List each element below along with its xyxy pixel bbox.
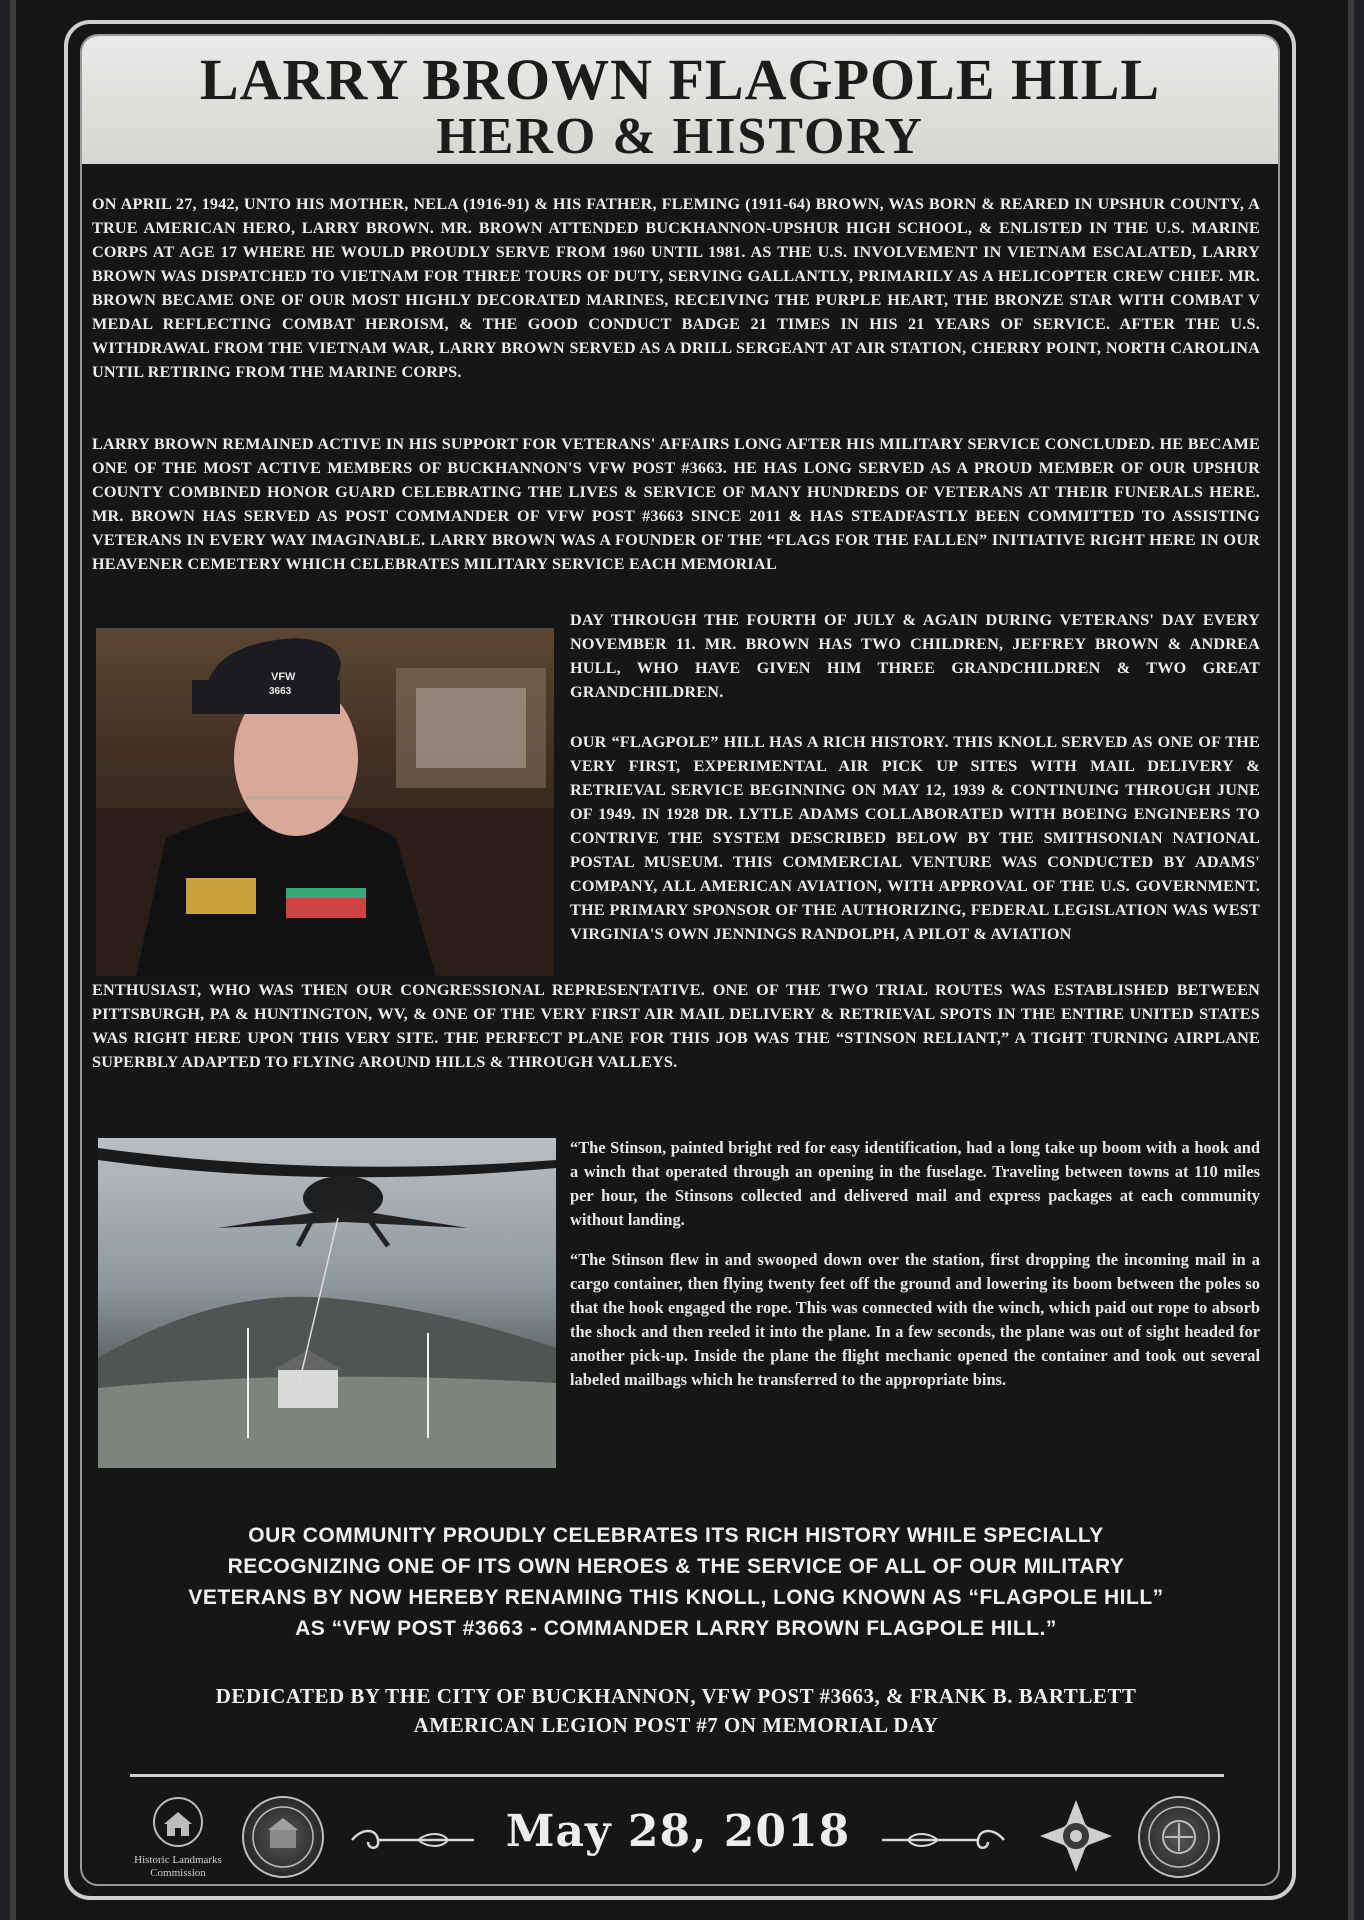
renaming-line-1: OUR COMMUNITY PROUDLY CELEBRATES ITS RICH HISTORY WHILE SPECIALLY — [248, 1524, 1104, 1547]
us-marine-corps-seal-icon — [1138, 1796, 1220, 1878]
stinson-airplane-photo — [98, 1138, 556, 1468]
historic-landmarks-commission-label — [130, 1854, 226, 1880]
hlc-label-line-2: Commission — [150, 1867, 206, 1879]
paragraph-veterans-affairs: LARRY BROWN REMAINED ACTIVE IN HIS SUPPORT FOR VETERANS' AFFAIRS LONG AFTER HIS MILITARY SERVICE CONCLUDED. HE BECAME ONE OF THE MOST ACTIVE MEMBERS OF BUCKHANNON'S VFW POST #3663. HE HAS LONG SERVED AS A PROUD MEMBER OF OUR UPSHUR COUNTY COMBINED HONOR GUARD CELEBRATING THE LIVES & SERVICE OF MANY HUNDREDS OF VETERANS AT THEIR FUNERALS HERE. MR. BROWN HAS SERVED AS POST COMMANDER OF VFW POST #3663 SINCE 2011 & HAS STEADFASTLY BEEN COMMITTED TO ASSISTING VETERANS IN EVERY WAY IMAGINABLE. LARRY BROWN WAS A FOUNDER OF THE “FLAGS FOR THE FALLEN” INITIATIVE RIGHT HERE IN OUR HEAVENER CEMETERY WHICH CELEBRATES MILITARY SERVICE EACH MEMORIAL — [92, 435, 1260, 573]
vfw-emblem-icon — [1036, 1796, 1116, 1876]
cap-post-number-text: 3663 — [269, 686, 292, 697]
dedication-line-2: AMERICAN LEGION POST #7 ON MEMORIAL DAY — [413, 1713, 939, 1737]
airplane-illustration — [98, 1138, 556, 1468]
smithsonian-quotes — [570, 1136, 1260, 1408]
hlc-label-line-1: Historic Landmarks — [134, 1854, 222, 1866]
footer-divider — [130, 1774, 1224, 1777]
city-of-buckhannon-seal-icon — [242, 1796, 324, 1878]
scroll-ornament-right-icon — [878, 1828, 1008, 1852]
quote-stinson-pickup: “The Stinson flew in and swooped down over the station, first dropping the incoming mail in a cargo container, then flying twenty feet off the ground and lowering its boom between the poles so that the hook engaged the rope. This was connected with the winch, which paid out rope to absorb the shock and then reeled it into the plane. In a few seconds, the plane was out of sight headed for another pick-up. Inside the plane the flight mechanic opened the container and took out several labeled mailbags which he transferred to the appropriate bins. — [570, 1250, 1260, 1389]
renaming-line-2: RECOGNIZING ONE OF ITS OWN HEROES & THE SERVICE OF ALL OF OUR MILITARY — [227, 1555, 1125, 1578]
cap-vfw-text: VFW — [271, 671, 296, 683]
historic-landmarks-commission-logo-icon — [150, 1796, 206, 1848]
renaming-statement — [92, 1520, 1260, 1644]
dedication-date: May 28, 2018 — [505, 1806, 851, 1857]
paragraph-flagpole-history-continued: ENTHUSIAST, WHO WAS THEN OUR CONGRESSIONAL REPRESENTATIVE. ONE OF THE TWO TRIAL ROUTES WAS ESTABLISHED BETWEEN PITTSBURGH, PA & HUNTINGTON, WV, & ONE OF THE VERY FIRST AIR MAIL DELIVERY & RETRIEVAL SPOTS IN THE ENTIRE UNITED STATES WAS RIGHT HERE UPON THIS VERY SITE. THE PERFECT PLANE FOR THIS JOB WAS THE “STINSON RELIANT,” A TIGHT TURNING AIRPLANE SUPERBLY ADAPTED TO FLYING AROUND HILLS & THROUGH VALLEYS. — [92, 981, 1260, 1071]
paragraph-biography: ON APRIL 27, 1942, UNTO HIS MOTHER, NELA (1916-91) & HIS FATHER, FLEMING (1911-64) BROWN, WAS BORN & REARED IN UPSHUR COUNTY, A TRUE AMERICAN HERO, LARRY BROWN. MR. BROWN ATTENDED BUCKHANNON-UPSHUR HIGH SCHOOL, & ENLISTED IN THE U.S. MARINE CORPS AT AGE 17 WHERE HE WOULD PROUDLY SERVE FROM 1960 UNTIL 1981. AS THE U.S. INVOLVEMENT IN VIETNAM ESCALATED, LARRY BROWN WAS DISPATCHED TO VIETNAM FOR THREE TOURS OF DUTY, SERVING GALLANTLY, PRIMARILY AS A HELICOPTER CREW CHIEF. MR. BROWN BECAME ONE OF OUR MOST HIGHLY DECORATED MARINES, RECEIVING THE PURPLE HEART, THE BRONZE STAR WITH COMBAT V MEDAL REFLECTING COMBAT HEROISM, & THE GOOD CONDUCT BADGE 21 TIMES IN HIS 21 YEARS OF SERVICE. AFTER THE U.S. WITHDRAWAL FROM THE VIETNAM WAR, LARRY BROWN SERVED AS A DRILL SERGEANT AT AIR STATION, CHERRY POINT, NORTH CAROLINA UNTIL RETIRING FROM THE MARINE CORPS. — [92, 195, 1260, 381]
dedication-statement — [92, 1682, 1260, 1740]
renaming-line-3: VETERANS BY NOW HEREBY RENAMING THIS KNOLL, LONG KNOWN AS “FLAGPOLE HILL” — [188, 1586, 1164, 1609]
dedication-line-1: DEDICATED BY THE CITY OF BUCKHANNON, VFW POST #3663, & FRANK B. BARTLETT — [215, 1684, 1137, 1708]
renaming-line-4: AS “VFW POST #3663 - COMMANDER LARRY BROWN FLAGPOLE HILL.” — [295, 1617, 1057, 1640]
quote-stinson-description: “The Stinson, painted bright red for easy identification, had a long take up boom with a hook and a winch that operated through an opening in the fuselage. Traveling between towns at 110 miles per hour, the Stinsons collected and delivered mail and express packages at each community without landing. — [570, 1138, 1260, 1229]
footer — [130, 1790, 1224, 1886]
larry-brown-portrait-photo — [96, 628, 554, 976]
portrait-illustration — [96, 628, 554, 976]
paragraph-flagpole-history: OUR “FLAGPOLE” HILL HAS A RICH HISTORY. THIS KNOLL SERVED AS ONE OF THE VERY FIRST, EXPERIMENTAL AIR PICK UP SITES WITH MAIL DELIVERY & RETRIEVAL SERVICE BEGINNING ON MAY 12, 1939 & CONTINUING THROUGH JUNE OF 1949. IN 1928 DR. LYTLE ADAMS COLLABORATED WITH BOEING ENGINEERS TO CONTRIVE THE SYSTEM DESCRIBED BELOW BY THE SMITHSONIAN NATIONAL POSTAL MUSEUM. THIS COMMERCIAL VENTURE WAS CONDUCTED BY ADAMS' COMPANY, ALL AMERICAN AVIATION, WITH APPROVAL OF THE U.S. GOVERNMENT. THE PRIMARY SPONSOR OF THE AUTHORIZING, FEDERAL LEGISLATION WAS WEST VIRGINIA'S OWN JENNINGS RANDOLPH, A PILOT & AVIATION — [570, 733, 1260, 943]
paragraph-veterans-affairs-continued: DAY THROUGH THE FOURTH OF JULY & AGAIN DURING VETERANS' DAY EVERY NOVEMBER 11. MR. BROWN HAS TWO CHILDREN, JEFFREY BROWN & ANDREA HULL, WHO HAVE GIVEN HIM THREE GRANDCHILDREN & TWO GREAT GRANDCHILDREN. — [570, 611, 1260, 701]
title-panel — [82, 36, 1278, 164]
page-title: LARRY BROWN FLAGPOLE HILL — [199, 47, 1161, 112]
page-subtitle: HERO & HISTORY — [436, 108, 924, 165]
plaque-body — [92, 168, 1260, 1868]
